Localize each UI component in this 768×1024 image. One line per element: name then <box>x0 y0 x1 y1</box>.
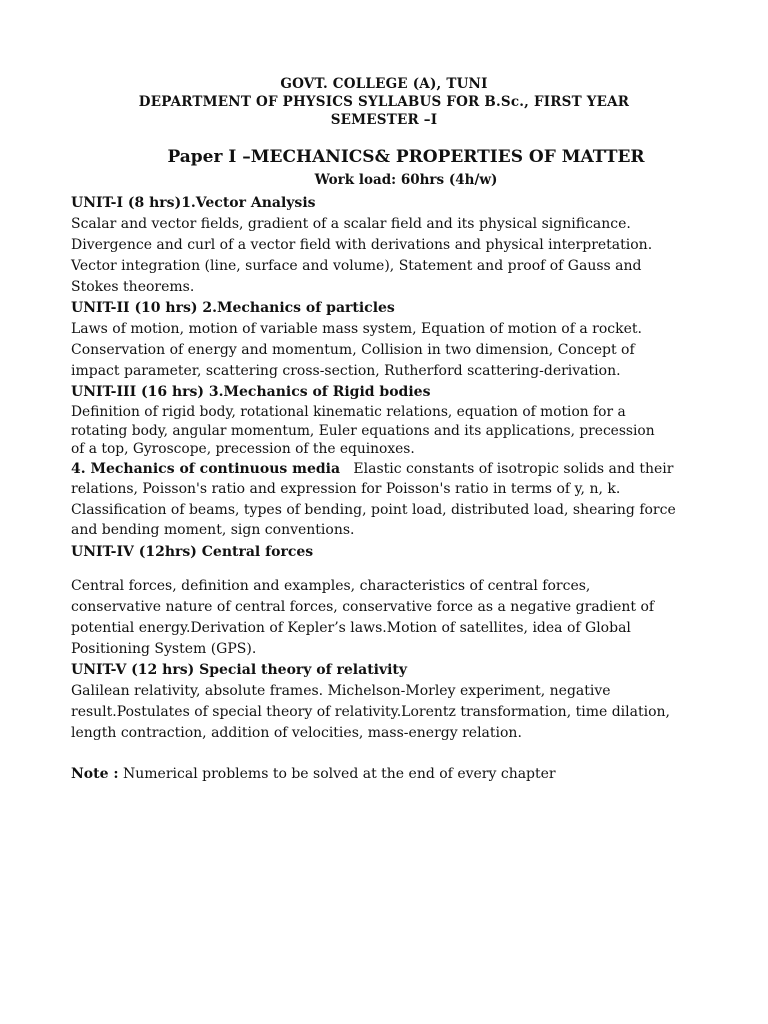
syllabus-content <box>71 193 701 785</box>
unit-4-line: Positioning System (GPS). <box>71 640 257 657</box>
unit-5-text <box>71 681 701 744</box>
department-title: DEPARTMENT OF PHYSICS SYLLABUS FOR B.Sc., FIRST YEAR <box>138 94 630 110</box>
section-4-line: Classification of beams, types of bending, point load, distributed load, shearing force <box>71 501 676 518</box>
college-name: GOVT. COLLEGE (A), TUNI <box>280 76 488 92</box>
unit-4-line: conservative nature of central forces, conservative force as a negative gradient of <box>71 598 655 615</box>
note <box>71 764 701 785</box>
unit-1-line: Scalar and vector fields, gradient of a scalar field and its physical significance. <box>71 216 631 232</box>
note-text: Numerical problems to be solved at the end of every chapter <box>118 765 556 782</box>
unit-5-line: Galilean relativity, absolute frames. Michelson-Morley experiment, negative <box>71 682 611 699</box>
section-4 <box>71 459 701 541</box>
workload: Work load: 60hrs (4h/w) <box>314 172 498 188</box>
unit-3 <box>71 382 701 459</box>
unit-5-line: result.Postulates of special theory of relativity.Lorentz transformation, time dilation, <box>71 703 670 720</box>
section-4-first-line <box>71 459 701 480</box>
unit-3-heading: UNIT-III (16 hrs) 3.Mechanics of Rigid bodies <box>71 384 431 400</box>
unit-4-line: Central forces, definition and examples, characteristics of central forces, <box>71 577 591 594</box>
unit-4-line: potential energy.Derivation of Kepler’s laws.Motion of satellites, idea of Global <box>71 619 631 636</box>
section-4-line: relations, Poisson's ratio and expression for Poisson's ratio in terms of y, n, k. <box>71 481 621 497</box>
unit-1 <box>71 193 701 298</box>
unit-2-line: Conservation of energy and momentum, Collision in two dimension, Concept of <box>71 342 635 358</box>
spacer <box>71 563 701 576</box>
unit-4-text <box>71 576 701 660</box>
unit-2-line: Laws of motion, motion of variable mass system, Equation of motion of a rocket. <box>71 321 642 337</box>
paper-title: Paper I –MECHANICS& PROPERTIES OF MATTER <box>167 147 645 167</box>
unit-2-text <box>71 319 701 382</box>
unit-2 <box>71 298 701 382</box>
unit-4-heading: UNIT-IV (12hrs) Central forces <box>71 543 314 560</box>
unit-2-line: impact parameter, scattering cross-section, Rutherford scattering-derivation. <box>71 363 621 379</box>
unit-3-text <box>71 403 701 459</box>
unit-1-heading: UNIT-I (8 hrs)1.Vector Analysis <box>71 195 316 211</box>
unit-3-line: of a top, Gyroscope, precession of the equinoxes. <box>71 441 415 457</box>
unit-2-heading: UNIT-II (10 hrs) 2.Mechanics of particles <box>71 300 395 316</box>
semester-title: SEMESTER –I <box>330 112 438 128</box>
unit-1-text <box>71 214 701 298</box>
unit-3-line: Definition of rigid body, rotational kinematic relations, equation of motion for a <box>71 404 626 420</box>
unit-1-line: Stokes theorems. <box>71 279 195 295</box>
unit-1-line: Divergence and curl of a vector field with derivations and physical interpretation. <box>71 237 653 253</box>
unit-3-line: rotating body, angular momentum, Euler equations and its applications, precession <box>71 422 655 439</box>
unit-5-heading: UNIT-V (12 hrs) Special theory of relativity <box>71 661 408 678</box>
section-4-first-line-text: Elastic constants of isotropic solids and their <box>353 460 674 477</box>
note-label: Note : <box>71 765 119 782</box>
unit-5-line: length contraction, addition of velocities, mass-energy relation. <box>71 724 522 741</box>
unit-5 <box>71 660 701 744</box>
unit-1-line: Vector integration (line, surface and volume), Statement and proof of Gauss and <box>71 258 642 274</box>
unit-4 <box>71 542 701 660</box>
section-4-heading: 4. Mechanics of continuous media <box>71 460 341 477</box>
section-4-line: and bending moment, sign conventions. <box>71 522 355 538</box>
